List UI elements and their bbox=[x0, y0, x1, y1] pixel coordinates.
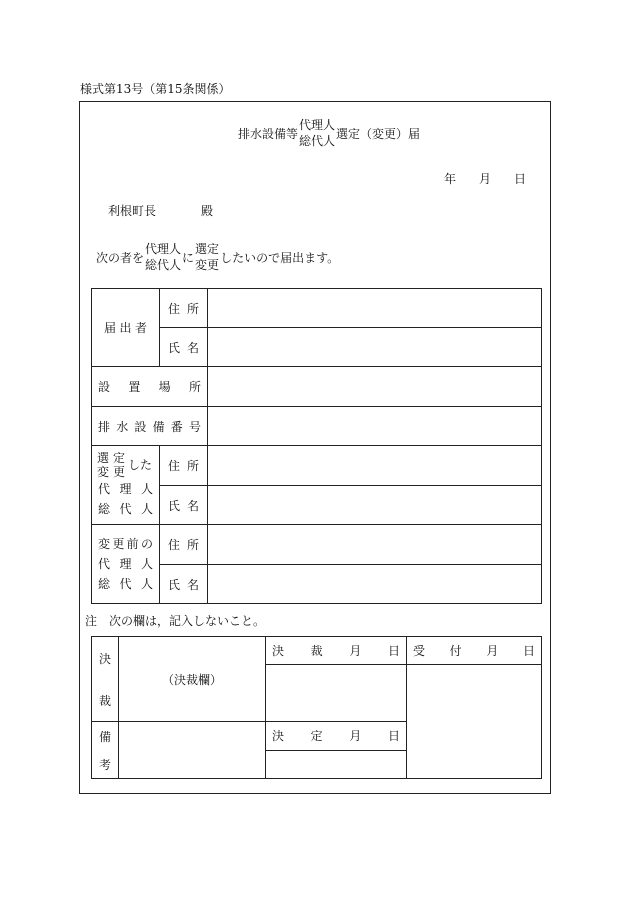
intro-sentence bbox=[96, 240, 339, 274]
title-options bbox=[299, 117, 335, 149]
title-prefix: 排水設備等 bbox=[238, 126, 299, 141]
official-use-table bbox=[91, 636, 542, 779]
decision-field[interactable]: （決裁欄） bbox=[119, 637, 266, 722]
form-number: 様式第13号（第15条関係） bbox=[80, 82, 231, 96]
decision-label: 決 裁 bbox=[92, 637, 119, 722]
previous-name-label: 氏 名 bbox=[160, 565, 208, 604]
remarks-label: 備 考 bbox=[92, 722, 119, 779]
intro-action-select: 選定 bbox=[195, 242, 220, 256]
title-option-representative: 総代人 bbox=[299, 134, 336, 148]
intro-options bbox=[145, 241, 181, 273]
drainage-number-field[interactable] bbox=[208, 407, 542, 446]
receipt-date-header: 受 付 月 日 bbox=[407, 637, 542, 665]
determined-date-field[interactable] bbox=[266, 750, 407, 779]
intro-particle: に bbox=[182, 250, 195, 265]
intro-option-representative: 総代人 bbox=[145, 258, 182, 272]
selected-agent-label: 選 定 変 更 した 代 理 人 総 代 人 bbox=[92, 446, 160, 525]
determined-date-header: 決 定 月 日 bbox=[266, 722, 407, 751]
installation-site-field[interactable] bbox=[208, 367, 542, 407]
selected-name-label: 氏 名 bbox=[160, 486, 208, 525]
intro-action-change: 変更 bbox=[195, 258, 220, 272]
form-title bbox=[238, 116, 420, 150]
date-year[interactable]: 年 bbox=[444, 172, 457, 186]
intro-option-agent: 代理人 bbox=[145, 242, 182, 256]
intro-actions bbox=[195, 241, 219, 273]
remarks-field[interactable] bbox=[119, 722, 266, 779]
date-day[interactable]: 日 bbox=[514, 172, 527, 186]
addressee-honorific: 殿 bbox=[201, 204, 214, 218]
title-option-agent: 代理人 bbox=[299, 118, 336, 132]
installation-site-label: 設 置 場 所 bbox=[92, 367, 208, 407]
applicant-address-label: 住 所 bbox=[160, 289, 208, 328]
selected-address-field[interactable] bbox=[208, 446, 542, 486]
intro-part1: 次の者を bbox=[96, 250, 145, 265]
previous-address-label: 住 所 bbox=[160, 525, 208, 565]
applicant-name-field[interactable] bbox=[208, 328, 542, 367]
previous-name-field[interactable] bbox=[208, 565, 542, 604]
decision-stamp-field[interactable] bbox=[266, 665, 407, 722]
applicant-name-label: 氏 名 bbox=[160, 328, 208, 367]
previous-agent-label: 変 更 前 の 代 理 人 総 代 人 bbox=[92, 525, 160, 604]
addressee-name: 利根町長 bbox=[108, 204, 157, 218]
applicant-label: 届 出 者 bbox=[92, 289, 160, 367]
receipt-stamp-field[interactable] bbox=[407, 665, 542, 779]
applicant-address-field[interactable] bbox=[208, 289, 542, 328]
previous-address-field[interactable] bbox=[208, 525, 542, 565]
date-month[interactable]: 月 bbox=[479, 172, 492, 186]
drainage-number-label: 排 水 設 備 番 号 bbox=[92, 407, 208, 446]
note-do-not-fill: 注 次の欄は，記入しないこと。 bbox=[85, 614, 266, 628]
selected-name-field[interactable] bbox=[208, 486, 542, 525]
main-form-table bbox=[91, 288, 542, 604]
selected-address-label: 住 所 bbox=[160, 446, 208, 486]
decision-date-header: 決 裁 月 日 bbox=[266, 637, 407, 665]
title-suffix: 選定（変更）届 bbox=[336, 126, 421, 141]
intro-part2: したいので届出ます。 bbox=[220, 250, 340, 265]
